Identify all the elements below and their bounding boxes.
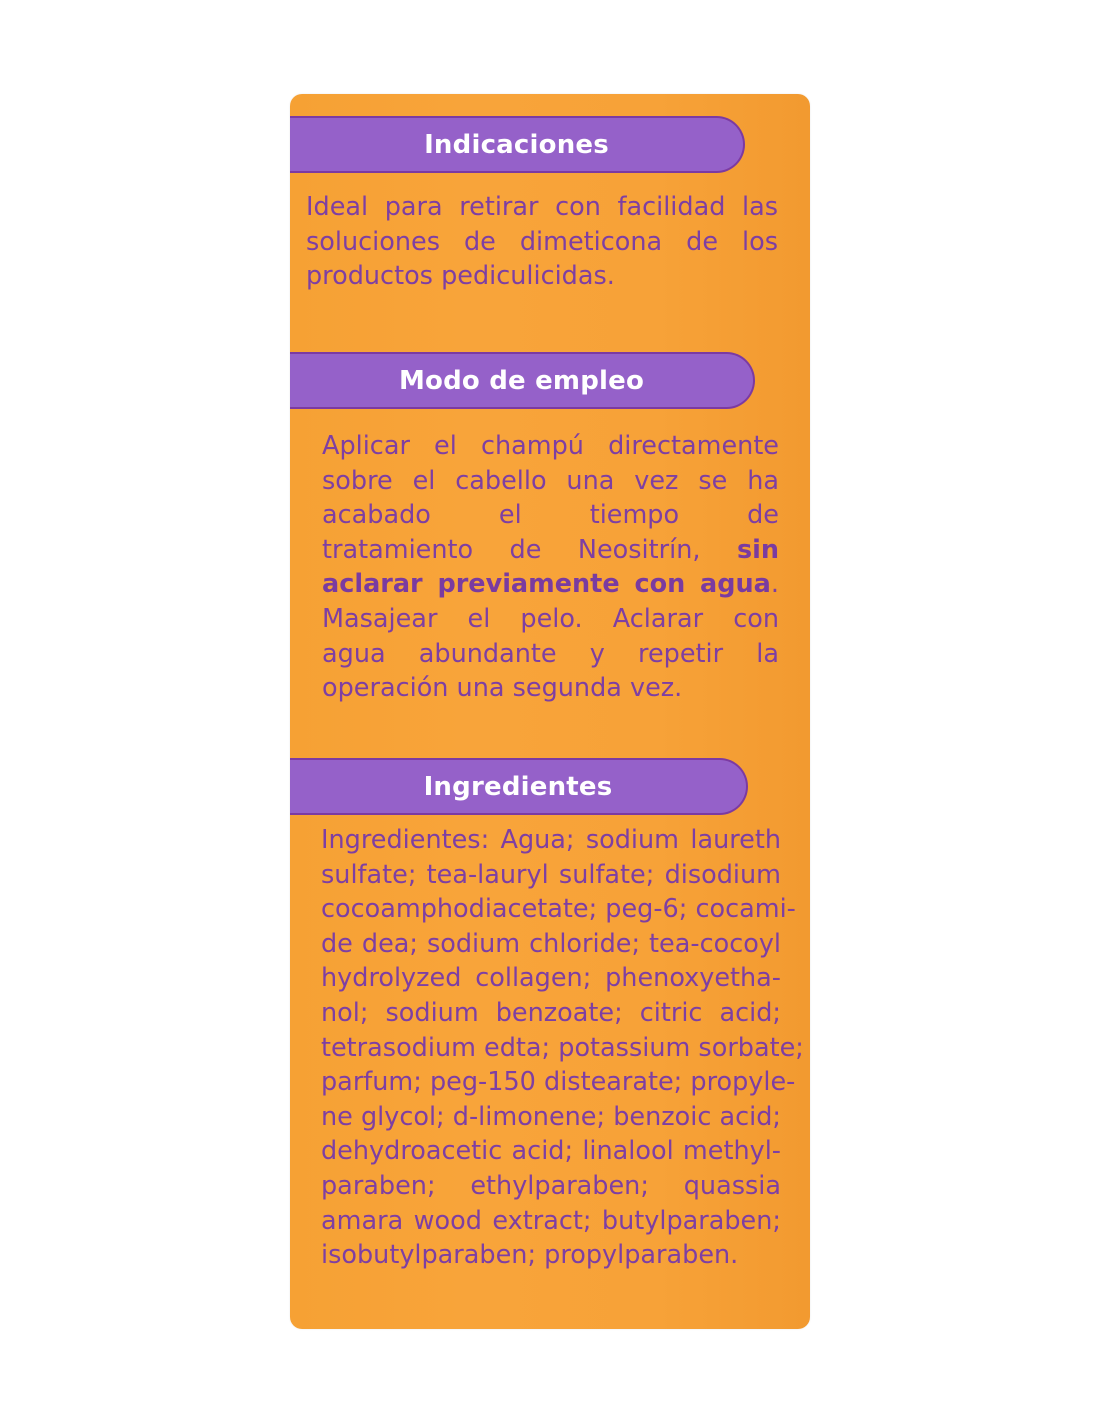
text-line: hydrolyzed collagen; phenoxyetha-: [321, 963, 781, 994]
section-header-modo-de-empleo: [290, 352, 755, 409]
text-line: sobre el cabello una vez se ha: [322, 465, 779, 496]
text-line: ne glycol; d-limonene; benzoic acid;: [321, 1101, 781, 1132]
text-line: Aplicar el champú directamente: [322, 431, 779, 461]
punctuation: .: [770, 569, 779, 600]
text-line: nol; sodium benzoate; citric acid;: [321, 997, 781, 1028]
text-line: isobutylparaben; propylparaben.: [321, 1240, 739, 1271]
text-line: Ideal para retirar con facilidad las: [306, 192, 778, 222]
text-line-with-emphasis: [322, 567, 779, 602]
text-line: acabado el tiempo de: [322, 500, 779, 531]
text-line: tetrasodium edta; potassium sorbate;: [321, 1032, 804, 1063]
emphasis-text: sin: [736, 534, 780, 565]
ingredientes-text: [321, 823, 804, 1273]
text-line: productos pediculicidas.: [306, 261, 615, 292]
text-line: parfum; peg-150 distearate; propyle-: [321, 1067, 796, 1098]
text-fragment: tratamiento de Neositrín,: [322, 534, 701, 565]
product-label-panel: [290, 94, 810, 1329]
section-title: Indicaciones: [424, 129, 609, 160]
emphasis-text: aclarar previamente con agua: [322, 569, 771, 600]
text-line-with-emphasis: [322, 533, 779, 568]
text-line: Masajear el pelo. Aclarar con: [322, 603, 779, 634]
text-line: cocoamphodiacetate; peg-6; cocami-: [321, 894, 796, 925]
section-header-ingredientes: [290, 758, 748, 815]
text-line: soluciones de dimeticona de los: [306, 226, 778, 257]
text-line: amara wood extract; butylparaben;: [321, 1205, 781, 1236]
text-line: Ingredientes: Agua; sodium laureth: [321, 825, 781, 855]
section-title: Ingredientes: [423, 771, 613, 802]
section-title: Modo de empleo: [398, 365, 645, 396]
text-line: operación una segunda vez.: [322, 673, 683, 704]
text-line: agua abundante y repetir la: [322, 638, 779, 669]
text-line: sulfate; tea-lauryl sulfate; disodium: [321, 859, 781, 890]
text-line: dehydroacetic acid; linalool methyl-: [321, 1136, 781, 1167]
text-line: paraben; ethylparaben; quassia: [321, 1170, 781, 1201]
section-header-indicaciones: [290, 116, 745, 173]
text-line: de dea; sodium chloride; tea-cocoyl: [321, 928, 781, 959]
modo-de-empleo-text: [322, 429, 779, 706]
indicaciones-text: [306, 190, 778, 294]
